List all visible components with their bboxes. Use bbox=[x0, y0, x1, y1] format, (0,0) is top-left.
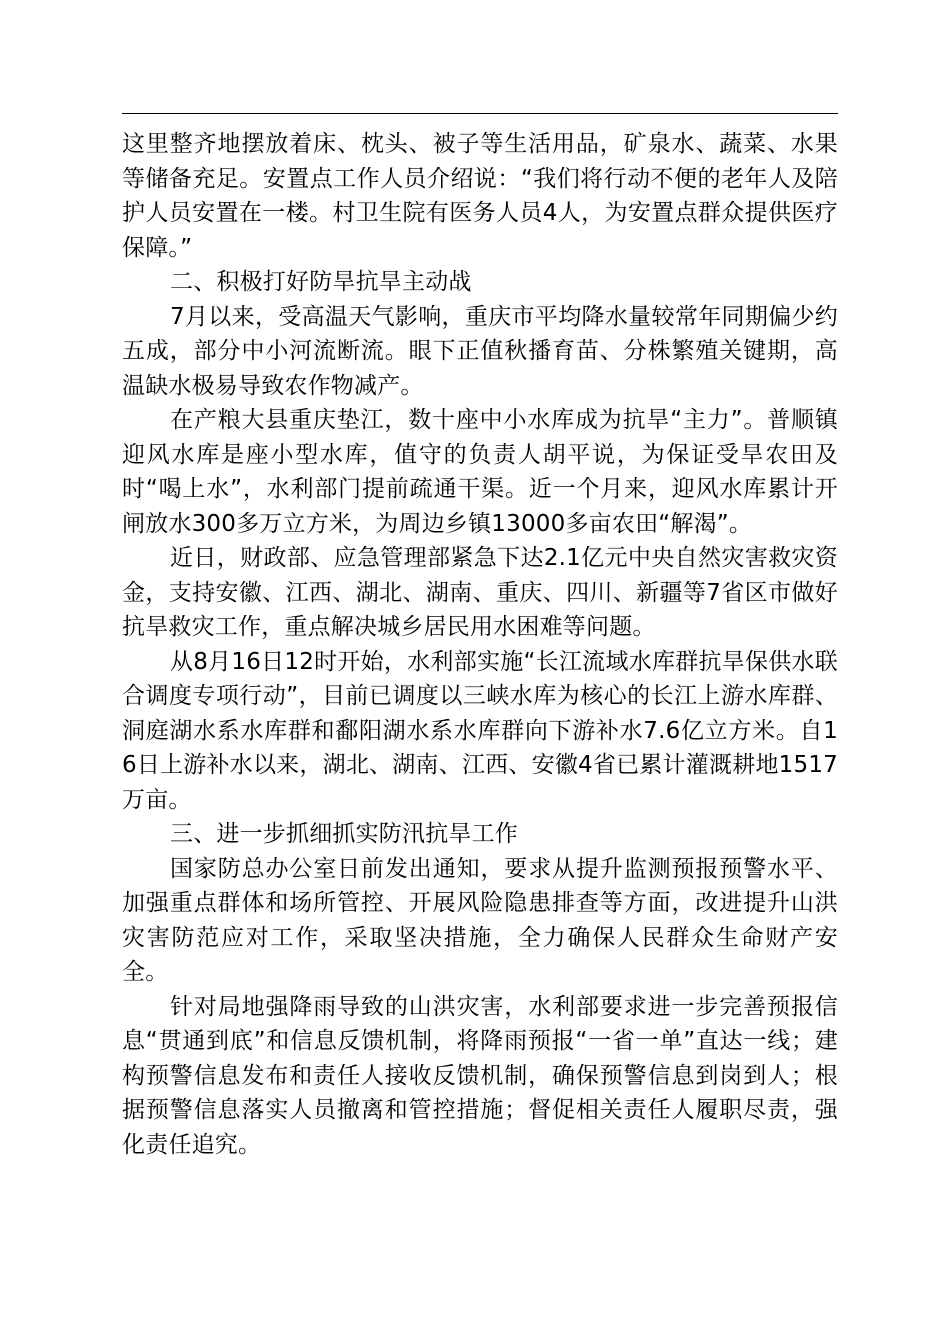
paragraph: 针对局地强降雨导致的山洪灾害，水利部要求进一步完善预报信息“贯通到底”和信息反馈机制，将降雨预报“一省一单”直达一线；建构预警信息发布和责任人接收反馈机制，确保预警信息到岗到人；根据预警信息落实人员撤离和管控措施；督促相关责任人履职尽责，强化责任追究。 bbox=[122, 993, 838, 1158]
body-text bbox=[122, 127, 838, 1162]
paragraph: 7月以来，受高温天气影响，重庆市平均降水量较常年同期偏少约五成，部分中小河流断流。眼下正值秋播育苗、分株繁殖关键期，高温缺水极易导致农作物减产。 bbox=[122, 303, 838, 399]
section-heading-3: 三、进一步抓细抓实防汛抗旱工作 bbox=[170, 821, 518, 847]
paragraph: 近日，财政部、应急管理部紧急下达2.1亿元中央自然灾害救灾资金，支持安徽、江西、湖北、湖南、重庆、四川、新疆等7省区市做好抗旱救灾工作，重点解决城乡居民用水困难等问题。 bbox=[122, 545, 838, 640]
paragraph-continuation: 这里整齐地摆放着床、枕头、被子等生活用品，矿泉水、蔬菜、水果等储备充足。安置点工作人员介绍说：“我们将行动不便的老年人及陪护人员安置在一楼。村卫生院有医务人员4人，为安置点群众提供医疗保障。” bbox=[122, 131, 838, 261]
paragraph: 从8月16日12时开始，水利部实施“长江流域水库群抗旱保供水联合调度专项行动”，目前已调度以三峡水库为核心的长江上游水库群、洞庭湖水系水库群和鄱阳湖水系水库群向下游补水7.6亿立方米。自16日上游补水以来，湖北、湖南、江西、安徽4省已累计灌溉耕地1517万亩。 bbox=[122, 648, 838, 813]
paragraph: 国家防总办公室日前发出通知，要求从提升监测预报预警水平、加强重点群体和场所管控、开展风险隐患排查等方面，改进提升山洪灾害防范应对工作，采取坚决措施，全力确保人民群众生命财产安全。 bbox=[122, 855, 838, 985]
paragraph: 在产粮大县重庆垫江，数十座中小水库成为抗旱“主力”。普顺镇迎风水库是座小型水库，值守的负责人胡平说，为保证受旱农田及时“喝上水”，水利部门提前疏通干渠。近一个月来，迎风水库累计开闸放水300多万立方米，为周边乡镇13000多亩农田“解渴”。 bbox=[122, 407, 838, 537]
section-heading-2: 二、积极打好防旱抗旱主动战 bbox=[170, 269, 472, 295]
header-rule bbox=[122, 113, 838, 114]
